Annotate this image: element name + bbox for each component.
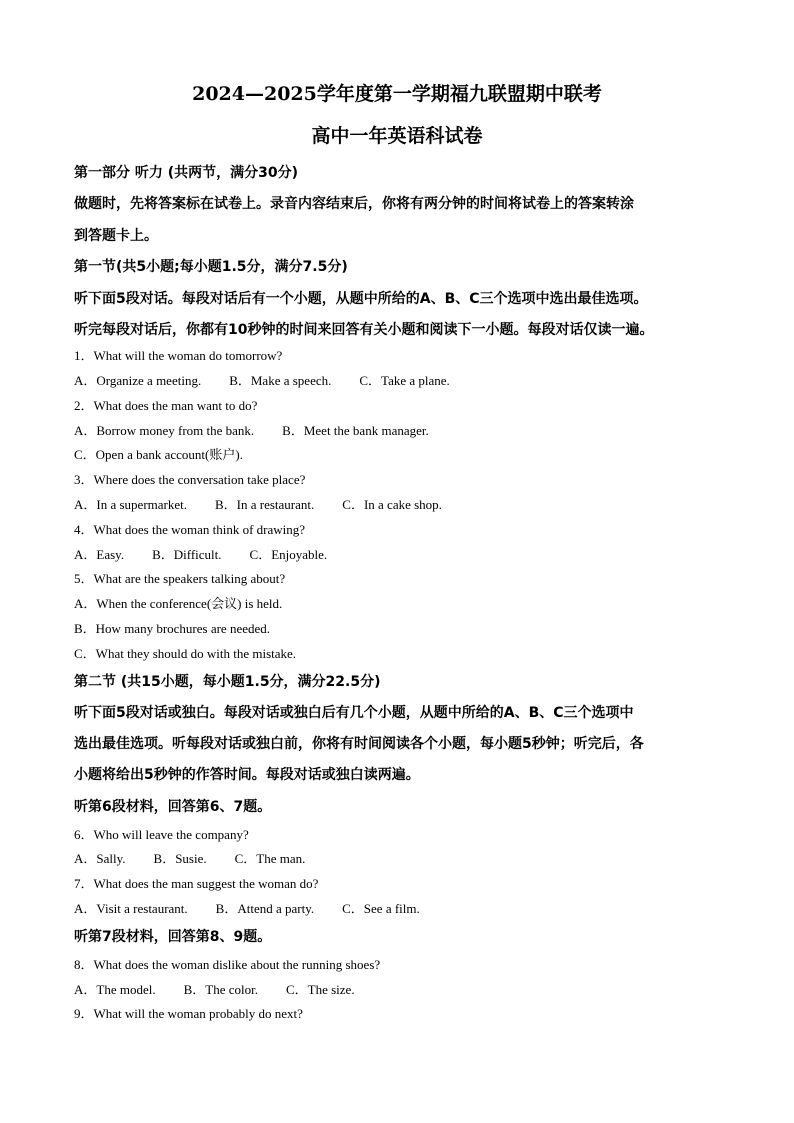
option-a: A．In a supermarket. xyxy=(74,497,187,512)
option-b: B．Susie. xyxy=(153,851,207,866)
question-1-stem: 1．What will the woman do tomorrow? xyxy=(74,348,283,363)
material-6-heading: 听第6段材料，回答第6、7题。 xyxy=(74,799,272,815)
question-5-option-c: C．What they should do with the mistake. xyxy=(74,646,297,661)
material-7-heading: 听第7段材料，回答第8、9题。 xyxy=(74,929,272,945)
option-c: C．See a film. xyxy=(342,901,420,916)
question-6-stem: 6．Who will leave the company? xyxy=(74,827,249,842)
question-3-stem: 3．Where does the conversation take place? xyxy=(74,472,306,487)
exam-subtitle: 高中一年英语科试卷 xyxy=(311,125,483,147)
option-a: A．Easy. xyxy=(74,547,125,562)
option-b: B．Meet the bank manager. xyxy=(282,423,429,438)
question-7-stem: 7．What does the man suggest the woman do? xyxy=(74,876,319,891)
section2-heading: 第二节 (共15小题，每小题1.5分，满分22.5分) xyxy=(74,674,381,690)
option-a: A．Visit a restaurant. xyxy=(74,901,188,916)
option-c: C．Enjoyable. xyxy=(249,547,328,562)
question-5-stem: 5．What are the speakers talking about? xyxy=(74,571,286,586)
question-2-options xyxy=(74,422,734,440)
option-c: C．The size. xyxy=(285,982,355,997)
option-b: B．Make a speech. xyxy=(229,373,332,388)
section2-instruction-line2: 选出最佳选项。听每段对话或独白前，你将有时间阅读各个小题，每小题5秒钟；听完后，各 xyxy=(74,736,644,752)
option-c: C．The man. xyxy=(234,851,306,866)
exam-title: 2024—2025学年度第一学期福九联盟期中联考 xyxy=(192,83,602,105)
section2-instruction-line3: 小题将给出5秒钟的作答时间。每段对话或独白读两遍。 xyxy=(74,767,420,783)
question-4-stem: 4．What does the woman think of drawing? xyxy=(74,522,306,537)
option-c: C．Take a plane. xyxy=(359,373,450,388)
section1-instruction-line1: 听下面5段对话。每段对话后有一个小题，从题中所给的A、B、C三个选项中选出最佳选项。 xyxy=(74,291,648,307)
question-9-stem: 9．What will the woman probably do next? xyxy=(74,1006,303,1021)
option-b: B．The color. xyxy=(183,982,258,997)
question-1-options xyxy=(74,372,734,390)
part1-instruction-line2: 到答题卡上。 xyxy=(74,228,158,244)
option-a: A．The model. xyxy=(74,982,156,997)
section1-instruction-line2: 听完每段对话后，你都有10秒钟的时间来回答有关小题和阅读下一小题。每段对话仅读一遍。 xyxy=(74,322,654,338)
question-7-options xyxy=(74,900,734,918)
question-3-options xyxy=(74,496,734,514)
option-b: B．In a restaurant. xyxy=(215,497,315,512)
option-c: C．In a cake shop. xyxy=(342,497,442,512)
part1-heading: 第一部分 听力 (共两节，满分30分) xyxy=(74,165,299,181)
question-5-option-b: B．How many brochures are needed. xyxy=(74,621,271,636)
question-8-stem: 8．What does the woman dislike about the running shoes? xyxy=(74,957,381,972)
section2-instruction-line1: 听下面5段对话或独白。每段对话或独白后有几个小题，从题中所给的A、B、C三个选项中 xyxy=(74,705,634,721)
question-6-options xyxy=(74,850,734,868)
question-8-options xyxy=(74,981,734,999)
part1-instruction-line1: 做题时，先将答案标在试卷上。录音内容结束后，你将有两分钟的时间将试卷上的答案转涂 xyxy=(74,196,634,212)
question-5-option-a: A．When the conference(会议) is held. xyxy=(74,596,283,611)
question-2-stem: 2．What does the man want to do? xyxy=(74,398,258,413)
option-b: B．Difficult. xyxy=(152,547,222,562)
section1-heading: 第一节(共5小题;每小题1.5分，满分7.5分) xyxy=(74,259,348,275)
option-b: B．Attend a party. xyxy=(215,901,315,916)
question-2-option-c: C．Open a bank account(账户). xyxy=(74,447,243,462)
question-4-options xyxy=(74,546,734,564)
option-a: A．Borrow money from the bank. xyxy=(74,423,255,438)
option-a: A．Organize a meeting. xyxy=(74,373,202,388)
option-a: A．Sally. xyxy=(74,851,126,866)
